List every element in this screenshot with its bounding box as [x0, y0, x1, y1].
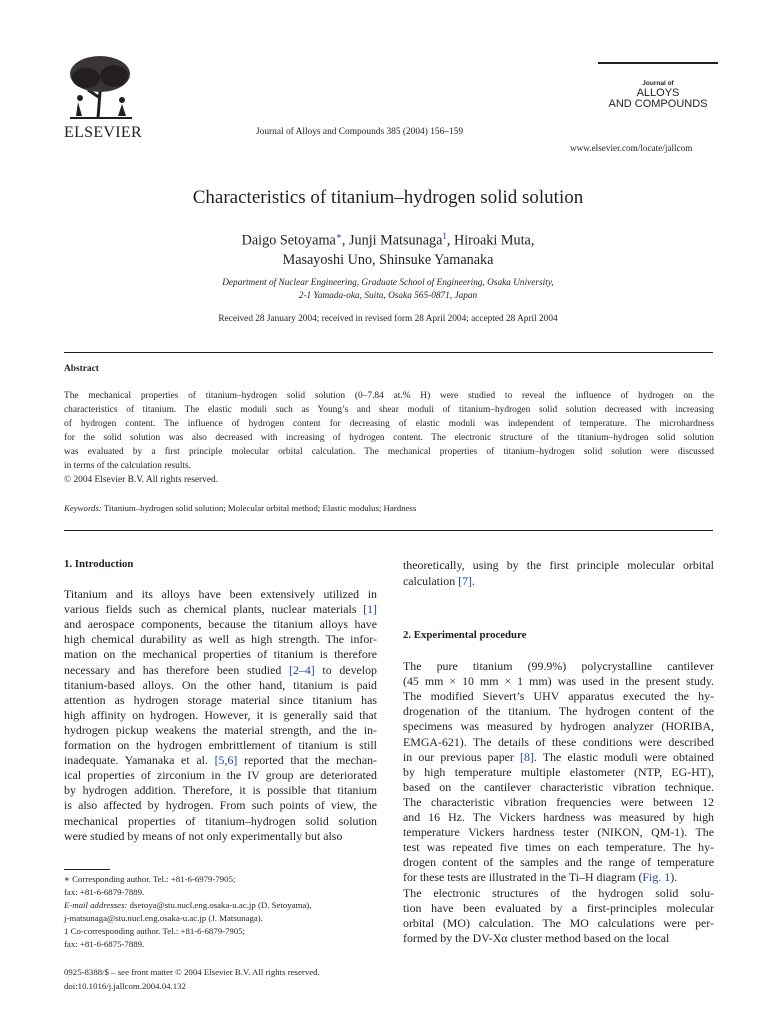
body-line: attention as hydrogen storage material since titanium has [64, 692, 377, 707]
author-name[interactable]: , Hiroaki Muta, [446, 232, 535, 249]
corresponding-mark[interactable]: ∗ [335, 231, 342, 241]
body-line: titanium-based alloys. On the other hand, titanium is paid [64, 677, 377, 692]
keywords-list: Titanium–hydrogen solid solution; Molecular orbital method; Elastic modulus; Hardness [101, 503, 417, 513]
body-line: tion have been evaluated by a first-principles molecular [403, 900, 714, 915]
footnote-line: 1 Co-corresponding author. Tel.: +81-6-6879-7905; [64, 926, 246, 936]
journal-logo-line: Journal of [642, 80, 674, 87]
author-name[interactable]: Daigo Setoyama [241, 232, 336, 249]
journal-logo-line: AND COMPOUNDS [608, 98, 708, 110]
body-line: The pure titanium (99.9%) polycrystalline cantilever [403, 659, 714, 673]
divider [64, 530, 713, 531]
body-line: various fields such as chemical plants, nuclear materials [1] [64, 602, 377, 617]
citation-link[interactable]: [7] [458, 574, 473, 588]
divider [64, 352, 713, 353]
body-line: specimens was measured by hydrogen analyzer (HORIBA, [403, 719, 714, 734]
abstract-line: characteristics of titanium. The elastic moduli such as Young’s and shear moduli of titanium–hydrogen solid solution decreased with increasing [64, 405, 714, 415]
body-line: ical properties of zirconium in the IV group are deteriorated [64, 768, 377, 783]
affiliation: Department of Nuclear Engineering, Graduate School of Engineering, Osaka University, [222, 278, 554, 288]
journal-logo-line: ALLOYS [636, 87, 680, 99]
section-heading-experimental: 2. Experimental procedure [403, 629, 527, 641]
copyright-line: © 2004 Elsevier B.V. All rights reserved. [64, 475, 219, 485]
body-line: and 16 Hz. The Vickers hardness was measured by high [403, 810, 714, 824]
body-line: mechanical properties of titanium–hydrogen solid solution [64, 813, 377, 828]
abstract-line: in terms of the calculation results. [64, 461, 192, 471]
body-line: Titanium and its alloys have been extensively utilized in [64, 587, 377, 601]
authors-line [0, 231, 768, 250]
elsevier-tree-logo-icon [64, 52, 138, 122]
footnote-line: fax: +81-6-6879-7889. [64, 887, 145, 897]
abstract-line: for the solid solution was also decreased with increasing of hydrogen content. The electronic structure of the titanium–hydrogen solid solution [64, 433, 714, 443]
body-line: formation on the hydrogen embrittlement of titanium is still [64, 738, 377, 752]
authors-line: Masayoshi Uno, Shinsuke Yamanaka [282, 252, 494, 268]
body-line: (45 mm × 10 mm × 1 mm) was used in the present study. [403, 674, 714, 689]
doi-link[interactable]: doi:10.1016/j.jallcom.2004.04.132 [64, 981, 186, 991]
footnote-line: fax: +81-6-6875-7889. [64, 939, 145, 949]
body-line: The modified Sievert’s UHV apparatus executed the hy- [403, 689, 714, 704]
citation-link[interactable]: [8] [520, 749, 534, 764]
received-dates: Received 28 January 2004; received in revised form 28 April 2004; accepted 28 April 2004 [218, 314, 558, 324]
body-line: drogen content of the samples and the range of temperature [403, 855, 714, 870]
body-line: based on the cantilever characteristic vibration technique. [403, 779, 714, 794]
body-line: test was repeated five times on each temperature. The hy- [403, 840, 714, 855]
citation-link[interactable]: [5,6] [214, 753, 238, 768]
body-line: mation on the mechanical properties of titanium is therefore [64, 647, 377, 662]
body-line: high affinity on hydrogen. However, it is generally said that [64, 707, 377, 722]
journal-logo [598, 62, 718, 110]
citation-link[interactable]: [2–4] [288, 662, 315, 677]
journal-citation: Journal of Alloys and Compounds 385 (2004) 156–159 [256, 127, 464, 137]
citation-link[interactable]: Fig. 1 [642, 870, 671, 885]
abstract-line: was evaluated by a first principle molecular orbital calculation. The mechanical properties of titanium–hydrogen solid solution were discussed [64, 447, 714, 457]
front-matter-line: 0925-8388/$ – see front matter © 2004 Elsevier B.V. All rights reserved. [64, 967, 320, 977]
body-line: hydrogen pickup weakens the material strength, and the in- [64, 722, 377, 737]
body-line: The electronic structures of the hydrogen solid solu- [403, 885, 714, 900]
keywords-label: Keywords: [64, 503, 102, 513]
keywords [64, 503, 416, 513]
email-label: E-mail addresses: [64, 900, 128, 910]
abstract-heading: Abstract [64, 364, 99, 374]
body-line: for these tests are illustrated in the Ti–H diagram (Fig. 1). [403, 870, 678, 885]
body-line: theoretically, using by the first principle molecular orbital [403, 558, 714, 572]
footnote-line [64, 900, 311, 910]
body-line: is also affected by hydrogen. From such points of view, the [64, 798, 377, 813]
body-line: in our previous paper [8]. The elastic moduli were obtained [403, 749, 714, 764]
author-name[interactable]: , Junji Matsunaga [341, 232, 443, 249]
body-line: by high temperature multiple elastometer (NTP, EG-HT), [403, 764, 714, 779]
journal-url-link[interactable]: www.elsevier.com/locate/jallcom [570, 143, 693, 153]
article-title: Characteristics of titanium–hydrogen solid solution [192, 187, 584, 208]
section-heading-introduction: 1. Introduction [64, 558, 134, 570]
footnote-mark[interactable]: 1 [442, 231, 447, 241]
email-text[interactable]: dsetoya@stu.nucl.eng.osaka-u.ac.jp (D. Setoyama), [127, 900, 312, 910]
body-line: by hydrogen addition. Therefore, it is possible that titanium [64, 783, 377, 798]
publisher-name: ELSEVIER [64, 124, 142, 141]
body-line: and aerospace components, because the titanium alloys have [64, 617, 377, 632]
body-line: The characteristic vibration frequencies were between 12 [403, 794, 714, 809]
body-line: orbital (MO) calculation. The MO calculations were per- [403, 915, 714, 930]
footnote-divider [64, 869, 110, 870]
body-line: were studied by means of not only experimentally but also [64, 828, 343, 843]
body-line: inadequate. Yamanaka et al. [5,6] reported that the mechan- [64, 753, 378, 768]
body-line: calculation [7]. [403, 574, 475, 588]
body-line: EMGA-621). The details of these conditions were described [403, 734, 714, 749]
abstract-line: of hydrogen content. The influence of hydrogen content for decreasing of elastic moduli was independent of temperature. The microhardness [64, 419, 714, 429]
body-line: formed by the DV-Xα cluster method based on the local [403, 930, 670, 945]
citation-link[interactable]: [1] [363, 602, 377, 617]
body-line: high chemical durability as well as high strength. The infor- [64, 632, 377, 647]
footnote-line: ∗ Corresponding author. Tel.: +81-6-6979-7905; [64, 874, 236, 884]
body-line: temperature Vickers hardness tester (NIKON, QM-1). The [403, 825, 714, 840]
body-line: necessary and has therefore been studied [2–4] to develop [64, 662, 377, 677]
affiliation: 2-1 Yamada-oka, Suita, Osaka 565-0871, Japan [298, 291, 478, 301]
footnote-line[interactable]: j-matsunaga@stu.nucl.eng.osaka-u.ac.jp (J. Matsunaga). [64, 913, 263, 923]
body-line: drogenation of the titanium. The hydrogen content of the [403, 704, 714, 719]
abstract-line: The mechanical properties of titanium–hydrogen solid solution (0–7.84 at.% H) were studied to reveal the influence of hydrogen on the [64, 391, 714, 401]
